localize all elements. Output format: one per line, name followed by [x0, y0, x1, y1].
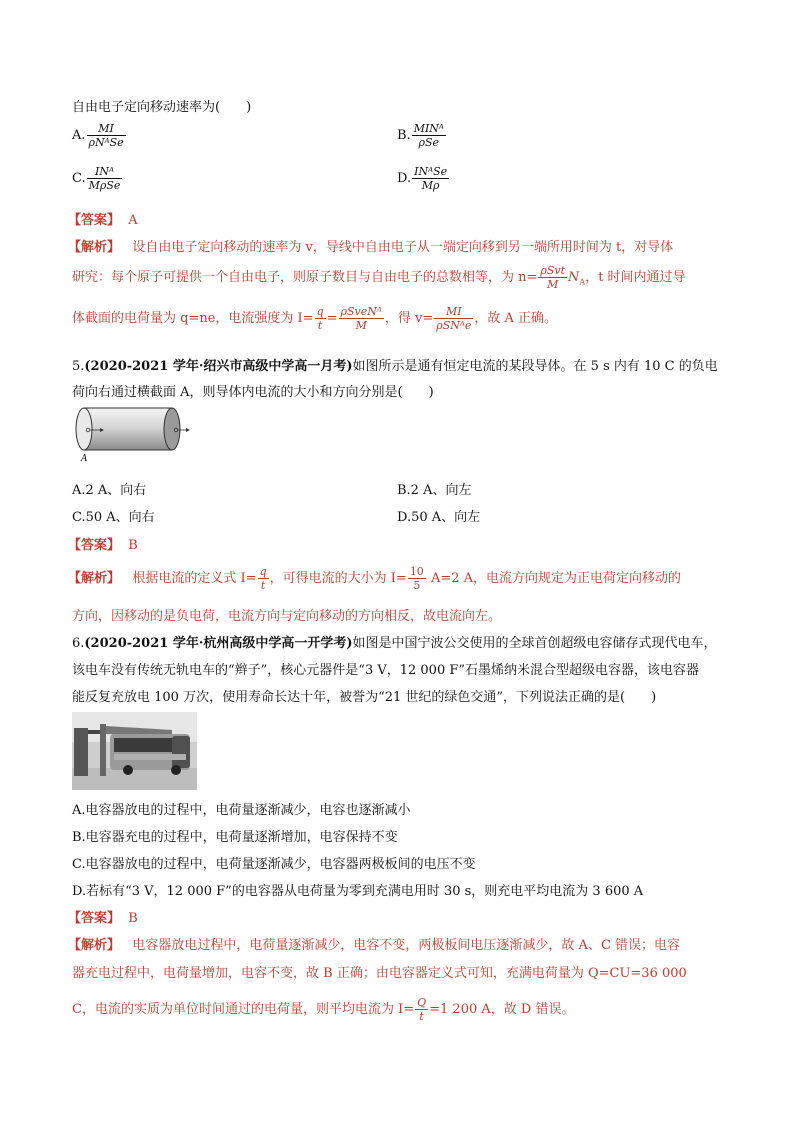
- q4-option-d: D. $\frac{\text{INᴬSe}}{M\rho}$: [397, 165, 448, 192]
- q4-analysis-line1: 【解析】 设自由电子定向移动的速率为 v，导线中自由电子从一端定向移到另一端所用时间为 t，对导体: [68, 240, 674, 255]
- q5-analysis-line1: 【解析】 根据电流的定义式 I= $\frac{q}{t}$ ，可得电流的大小为 I= $\frac{10}{5}$ A=2 A，电流方向规定为正电荷定向移动的: [68, 565, 682, 592]
- q5-option-a: A.2 A、向右: [72, 483, 147, 498]
- q6-stem-line3: 能反复充放电 100 万次，使用寿命长达十年，被誉为“21 世纪的绿色交通”，下列说法正确的是( ): [72, 690, 657, 705]
- q6-analysis-line3: C，电流的实质为单位时间通过的电荷量，则平均电流为 I= $\frac{Q}{t}$ =1 200 A，故 D 错误。: [72, 996, 575, 1023]
- q6-stem-line1: 6.(2020-2021 学年·杭州高级中学高一开学考)如图是中国宁波公交使用的全球首创超级电容储存式现代电车，: [72, 636, 717, 651]
- q6-analysis-line1: 【解析】 电容器放电过程中，电荷量逐渐减少，电容不变，两极板间电压逐渐减少，故 A、C 错误；电容: [68, 938, 681, 953]
- q5-answer: 【答案】 B: [68, 538, 138, 553]
- cylinder-conductor-diagram: [72, 402, 192, 464]
- q5-analysis-line2: 方向，因移动的是负电荷，电流方向与定向移动的方向相反，故电流向左。: [72, 609, 502, 624]
- q4-answer: 【答案】 A: [68, 213, 138, 228]
- q5-stem-line1: 5.(2020-2021 学年·绍兴市高级中学高一月考)如图所示是通有恒定电流的某段导体。在 5 s 内有 10 C 的负电: [72, 359, 718, 374]
- q5-option-c: C.50 A、向右: [72, 510, 155, 525]
- q4-option-b: B. $\frac{\text{MINᴬ}}{\text{ρSe}}$: [397, 122, 444, 149]
- q6-analysis-line2: 器充电过程中，电荷量增加，电容不变，故 B 正确；由电容器定义式可知，充满电荷量为 Q=CU=36 000: [72, 966, 687, 981]
- q6-stem-line2: 该电车没有传统无轨电车的“辫子”，核心元器件是“3 V，12 000 F”石墨烯纳米混合型超级电容器，该电容器: [72, 663, 700, 678]
- q4-analysis-line3: 体截面的电荷量为 q=ne，电流强度为 I= $\frac{q}{t}$ = $\frac{\text{ρSveNᴬ}}{M}$ ，得 v= $\frac{MI}{\text{ρSNᴬe}}$ ，故 A 正确。: [72, 305, 558, 332]
- q4-option-c: C. $\frac{\text{INᴬ}}{\text{MρSe}}$: [72, 165, 121, 192]
- q4-stem-tail: 自由电子定向移动速率为( ): [72, 100, 252, 115]
- q4-option-a: A. $\frac{MI}{\text{ρNᴬSe}}$: [72, 122, 124, 149]
- q5-conductor-figure: [72, 402, 192, 468]
- q6-option-d: D.若标有“3 V，12 000 F”的电容器从电荷量为零到充满电用时 30 s，则充电平均电流为 3 600 A: [72, 884, 644, 899]
- q6-option-b: B.电容器充电的过程中，电荷量逐渐增加，电容保持不变: [72, 830, 398, 845]
- q5-stem-line2: 荷向右通过横截面 A，则导体内电流的大小和方向分别是( ): [72, 385, 434, 400]
- cross-section-label: A: [81, 454, 88, 464]
- tram-photo: [72, 712, 197, 794]
- q6-answer: 【答案】 B: [68, 911, 138, 926]
- q6-option-c: C.电容器放电的过程中，电荷量逐渐减少，电容器两极板间的电压不变: [72, 857, 476, 872]
- q4-analysis-line2: 研究：每个原子可提供一个自由电子，则原子数目与自由电子的总数相等，为 n= $\frac{\text{ρSvt}}{M}$ $N_A$，t 时间内通过导: [72, 264, 686, 291]
- q5-option-d: D.50 A、向左: [397, 510, 481, 525]
- q5-option-b: B.2 A、向左: [397, 483, 472, 498]
- supercapacitor-tram-image: [72, 712, 197, 790]
- q6-option-a: A.电容器放电的过程中，电荷量逐渐减少，电容也逐渐减小: [72, 803, 411, 818]
